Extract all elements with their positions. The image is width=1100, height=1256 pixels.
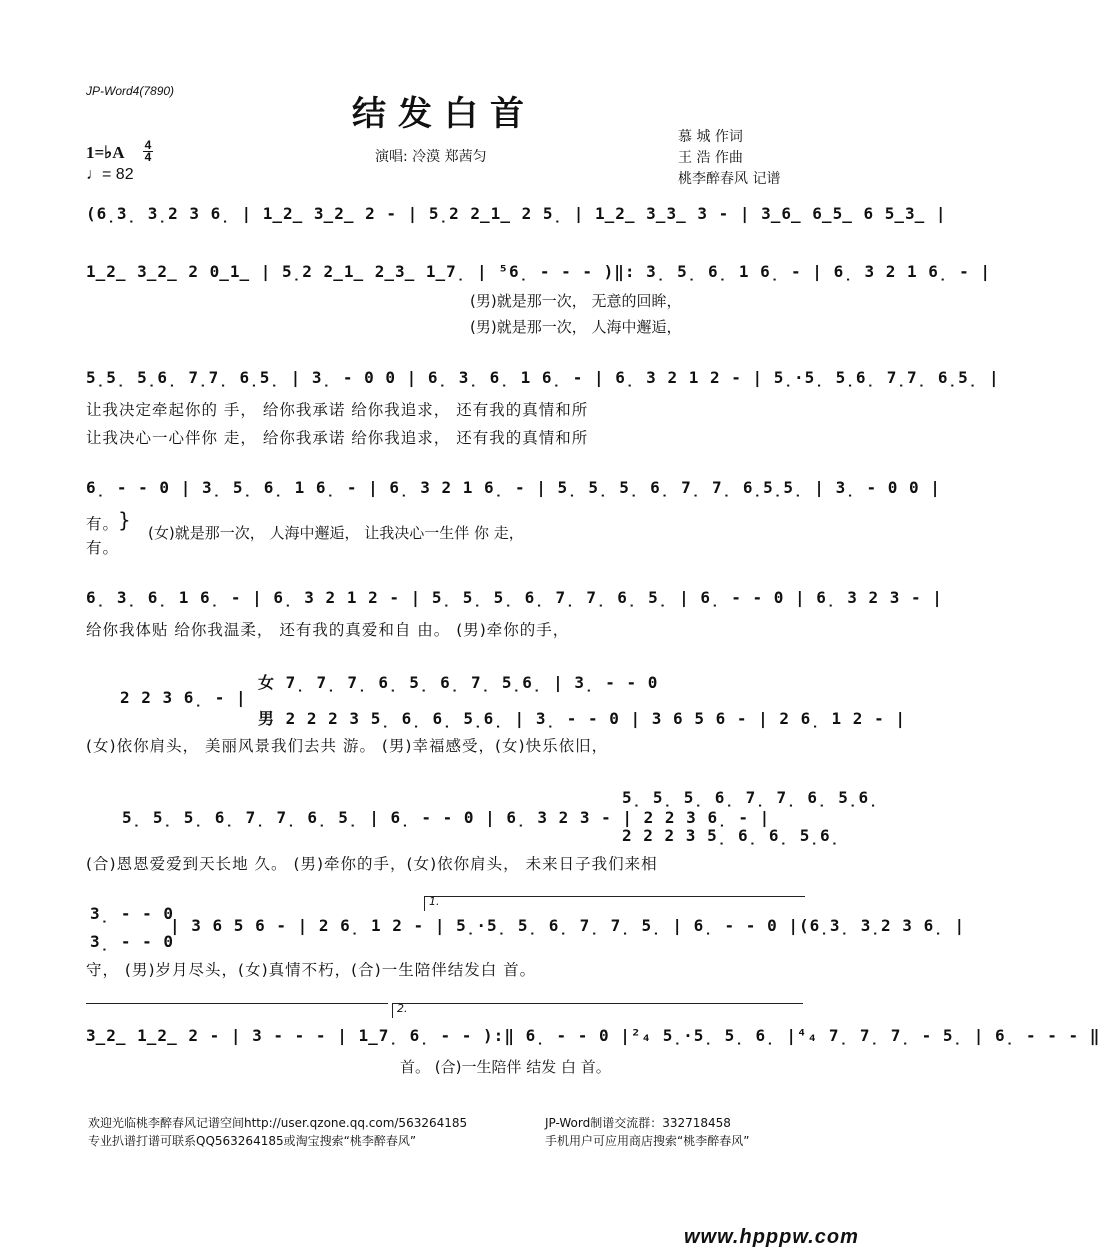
notation-line-5: 6̣ 3̣ 6̣ 1 6̣ - | 6̣ 3 2 1 2 - | 5̣ 5̣ 5̣ 6̣ 7̣ 7̣ 6̣ 5̣ | 6̣ - - 0 | 6̣ 3 2 3 - | — [86, 588, 943, 607]
notation-line-6: 2 2 3 6̣ - | — [120, 688, 247, 707]
lyric-line-4c: (女)就是那一次， 人海中邂逅， 让我决心一生伴 你 走， — [148, 524, 524, 542]
footer-group: JP-Word制谱交流群：332718458 — [545, 1116, 731, 1130]
volta-continuation-line — [86, 1003, 388, 1004]
notation-line-1: (6̣3̣ 3̣2 3 6̣ | 1̲2̲ 3̲2̲ 2 - | 5̣2 2̲1̲ 2 5̣ | 1̲2̲ 3̲3̲ 3 - | 3̲6̲ 6̲5̲ 6 5̲3̲ | — [86, 204, 947, 223]
lyric-line-4b: 有。 — [86, 539, 120, 557]
watermark: www.hpppw.com — [684, 1226, 859, 1248]
singers: 演唱: 冷漠 郑茜匀 — [375, 149, 487, 165]
lyric-line-5: 给你我体贴 给你我温柔， 还有我的真爱和自 由。 (男)牵你的手， — [86, 621, 570, 639]
credit-transcriber: 桃李醉春风 记谱 — [678, 171, 781, 187]
volta-2-label: 2. — [397, 1002, 408, 1015]
tempo-marking: ♩= 82 — [86, 166, 134, 183]
notation-line-4: 6̣ - - 0 | 3̣ 5̣ 6̣ 1 6̣ - | 6̣ 3 2 1 6̣ - | 5̣ 5̣ 5̣ 6̣ 7̣ 7̣ 6̣5̣5̣ | 3̣ - 0 0 | — [86, 478, 941, 497]
notation-line-8-lower: 3̣ - - 0 — [90, 932, 175, 951]
lyric-line-2b: (男)就是那一次， 人海中邂逅， — [470, 318, 682, 336]
volta-2-bracket — [392, 1003, 803, 1018]
song-title: 结发白首 — [352, 94, 536, 134]
lyric-line-3a: 让我决定牵起你的 手， 给你我承诺 给你我追求， 还有我的真情和所 — [86, 401, 589, 419]
time-signature — [143, 140, 153, 163]
lyric-line-7: (合)恩恩爱爱到天长地 久。 (男)牵你的手，(女)依你肩头， 未来日子我们来相 — [86, 855, 658, 873]
lyric-line-9: 首。 (合)一生陪伴 结发 白 首。 — [400, 1058, 611, 1076]
key-signature: 1=♭A — [86, 143, 125, 162]
notation-line-8-upper: 3̣ - - 0 — [90, 904, 175, 923]
notation-line-6-upper: 女 7̣ 7̣ 7̣ 6̣ 5̣ 6̣ 7̣ 5̣6̣ | 3̣ - - 0 — [258, 673, 659, 692]
time-signature-top: 4 — [144, 138, 152, 152]
credit-lyricist: 慕 城 作词 — [678, 129, 743, 145]
lyric-line-3b: 让我决心一心伴你 走， 给你我承诺 给你我追求， 还有我的真情和所 — [86, 429, 589, 447]
notation-line-2: 1̲2̲ 3̲2̲ 2 0̲1̲ | 5̣2 2̲1̲ 2̲3̲ 1̲7̣ | ⁵6̣ - - - )‖: 3̣ 5̣ 6̣ 1 6̣ - | 6̣ 3 2 1 6̣ - | — [86, 262, 992, 281]
notation-line-3: 5̣5̣ 5̣6̣ 7̣7̣ 6̣5̣ | 3̣ - 0 0 | 6̣ 3̣ 6̣ 1 6̣ - | 6̣ 3 2 1 2 - | 5̣·5̣ 5̣6̣ 7̣7̣ 6̣5̣ | — [86, 368, 1000, 387]
notation-line-6-lower: 男 2 2 2 3 5̣ 6̣ 6̣ 5̣6̣ | 3̣ - - 0 | 3 6 5 6 - | 2 6̣ 1 2 - | — [258, 709, 906, 728]
program-label: JP-Word4(7890) — [86, 84, 175, 98]
credit-composer: 王 浩 作曲 — [678, 150, 743, 166]
volta-1-label: 1. — [429, 895, 440, 908]
notation-line-7-upper: 5̣ 5̣ 5̣ 6̣ 7̣ 7̣ 6̣ 5̣6̣ — [622, 788, 879, 807]
lyric-line-6: (女)依你肩头， 美丽风景我们去共 游。 (男)幸福感受，(女)快乐依旧， — [86, 737, 609, 755]
footer-welcome: 欢迎光临桃李醉春风记谱空间http://user.qzone.qq.com/563264185 — [88, 1116, 468, 1130]
footer-contact: 专业扒谱打谱可联系QQ563264185或淘宝搜索“桃李醉春风” — [88, 1134, 417, 1148]
lyric-line-2a: (男)就是那一次， 无意的回眸， — [470, 292, 682, 310]
lyric-line-4a: 有。 — [86, 515, 120, 533]
volta-1-bracket — [424, 896, 805, 911]
time-signature-bottom: 4 — [144, 150, 152, 164]
lyric-brace: } — [118, 508, 131, 532]
notation-line-9: 3̲2̲ 1̲2̲ 2 - | 3 - - - | 1̲7̣ 6̣ - - ):‖ 6̣ - - 0 |²₄ 5̣·5̣ 5̣ 6̣ |⁴₄ 7̣ 7̣ 7̣ - 5̣ | 6̣ - - - ‖ — [86, 1026, 1100, 1045]
lyric-line-8: 守， (男)岁月尽头，(女)真情不朽，(合)一生陪伴结发白 首。 — [86, 961, 537, 979]
footer-mobile: 手机用户可应用商店搜索“桃李醉春风” — [545, 1134, 750, 1148]
notation-line-7: 5̣ 5̣ 5̣ 6̣ 7̣ 7̣ 6̣ 5̣ | 6̣ - - 0 | 6̣ 3 2 3 - | 2 2 3 6̣ - | — [122, 808, 771, 827]
notation-line-7-lower: 2 2 2 3 5̣ 6̣ 6̣ 5̣6̣ — [622, 826, 841, 845]
notation-line-8: | 3 6 5 6 - | 2 6̣ 1 2 - | 5̣·5̣ 5̣ 6̣ 7̣ 7̣ 5̣ | 6̣ - - 0 |(6̣3̣ 3̣2 3 6̣ | — [170, 916, 966, 935]
